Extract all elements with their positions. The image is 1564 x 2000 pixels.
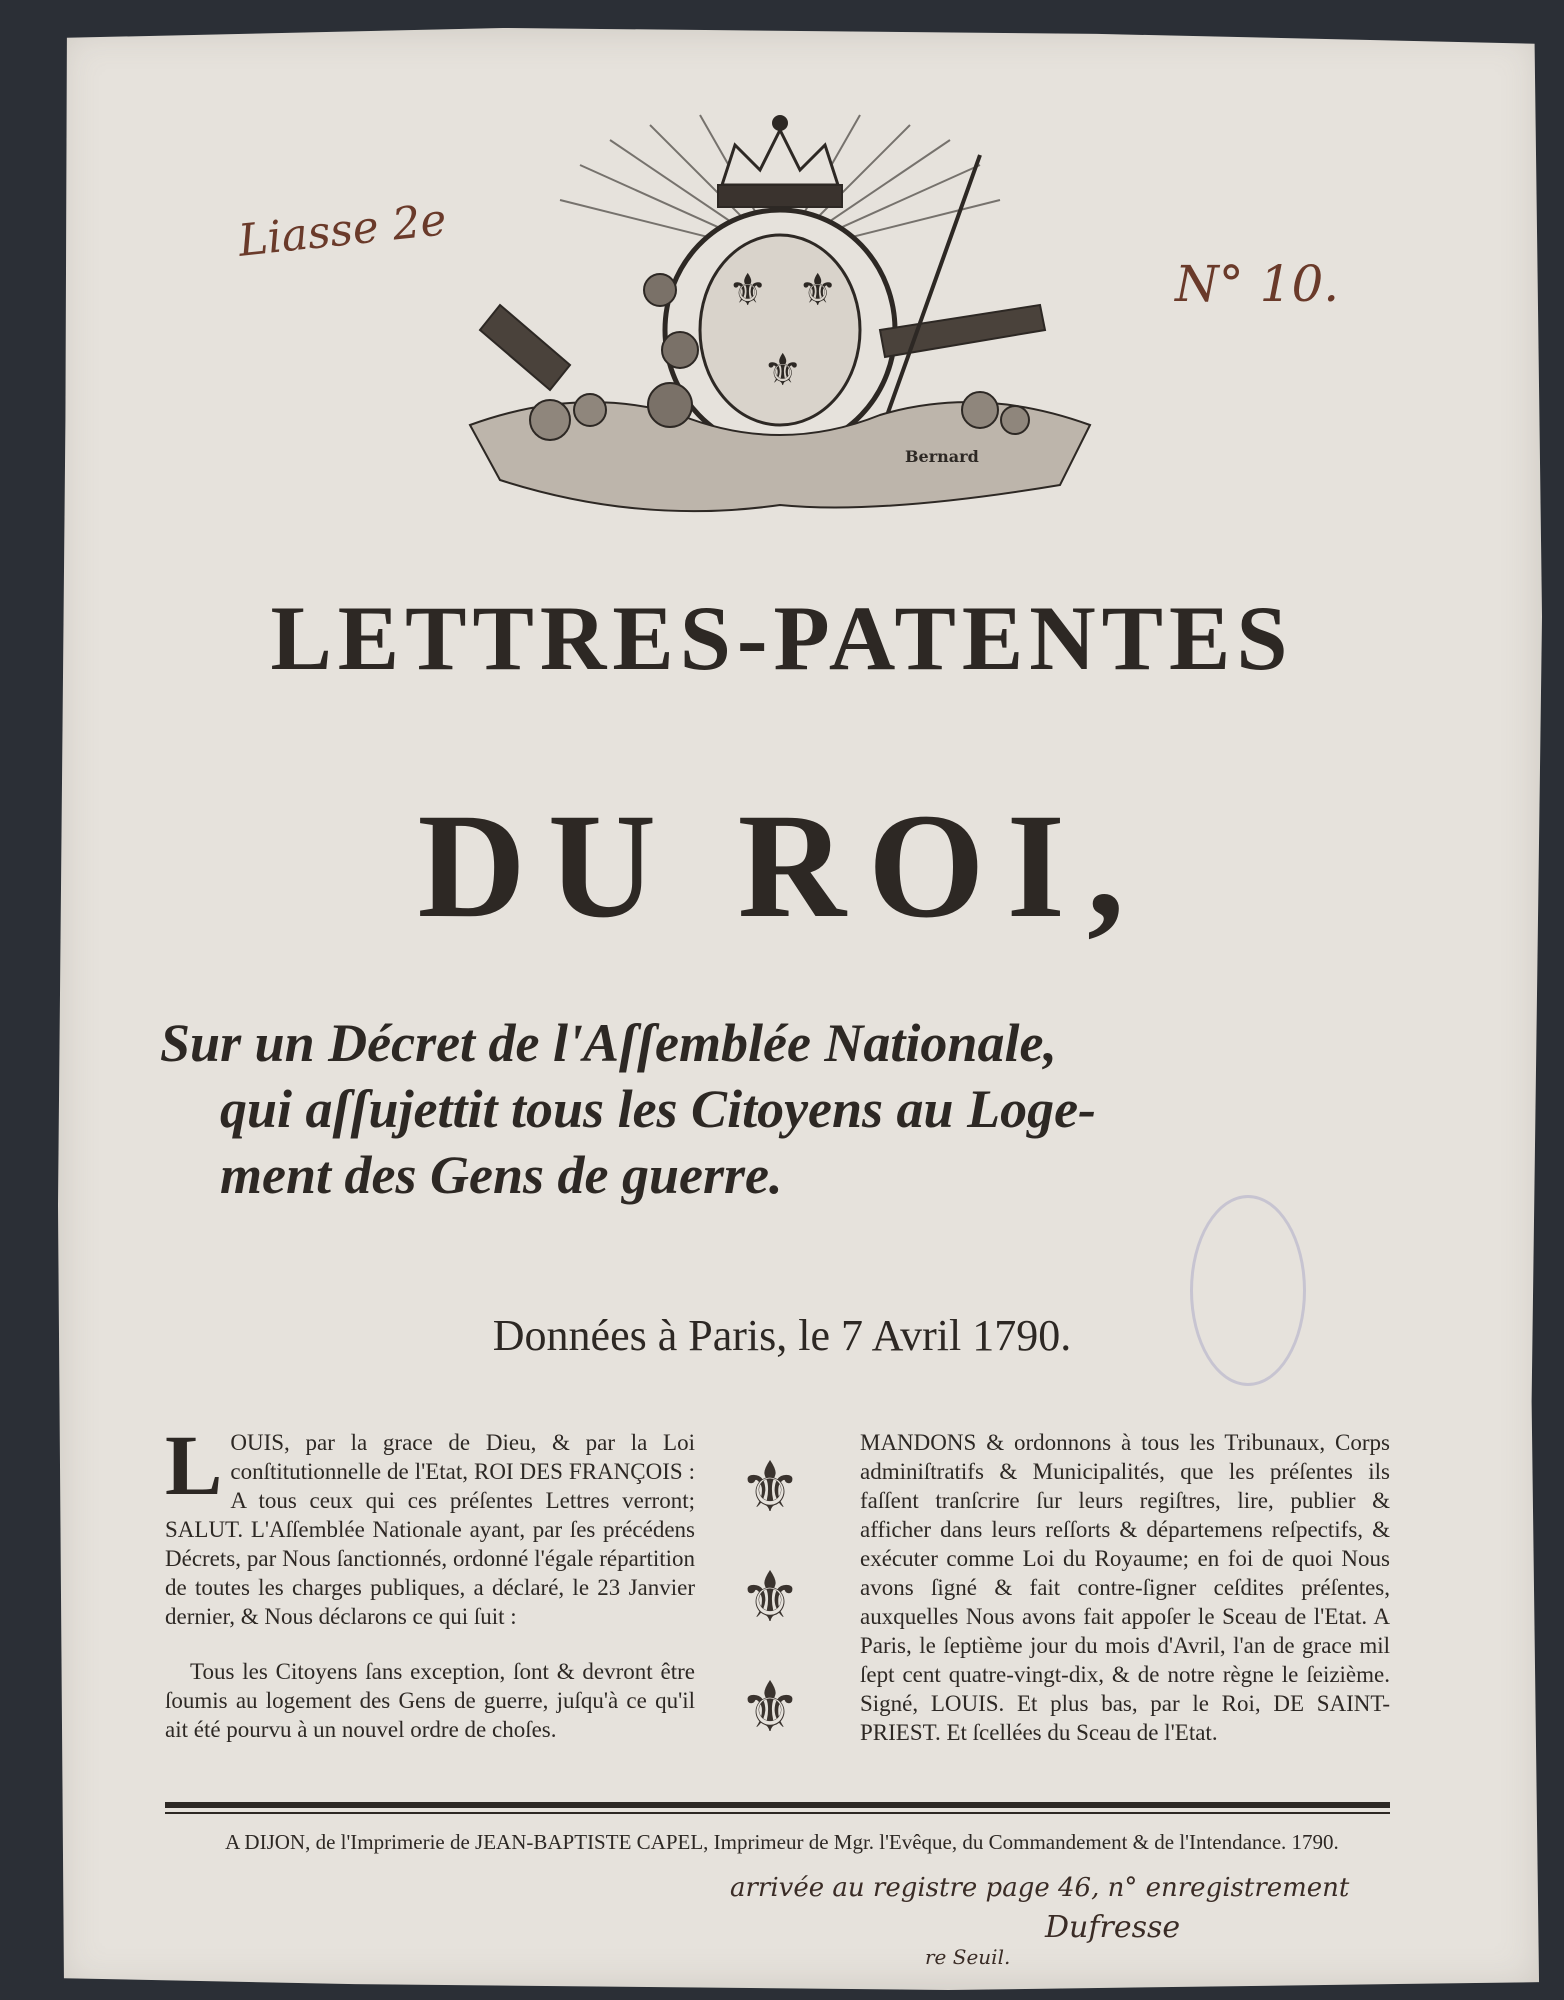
printer-imprint: A DIJON, de l'Imprimerie de JEAN-BAPTISTE CAPEL, Imprimeur de Mgr. l'Evêque, du Commandement & de l'Intendance. 1790. xyxy=(225,1830,1339,1854)
handwritten-liasse: Liasse 2e xyxy=(235,194,449,267)
body-left-paragraph-2: Tous les Citoyens ſans exception, ſont & devront être ſoumis au logement des Gens de guerre, juſqu'à ce qu'il ait été pourvu à un nouvel ordre de choſes. xyxy=(165,1659,695,1742)
svg-text:⚜: ⚜ xyxy=(728,265,768,316)
svg-text:⚜: ⚜ xyxy=(798,265,838,316)
fleur-de-lis-icon: ⚜ xyxy=(738,1446,802,1528)
title-du-roi: DU ROI, xyxy=(417,783,1147,949)
body-left-column xyxy=(165,1417,695,1744)
drop-cap: L xyxy=(165,1417,223,1513)
engraver-signature: Bernard xyxy=(905,447,979,466)
fleur-de-lis-icon: ⚜ xyxy=(738,1666,802,1748)
ornament-column xyxy=(730,1432,810,1762)
handwritten-signature: Dufresse xyxy=(1045,1910,1181,1945)
svg-text:⚜: ⚜ xyxy=(763,345,803,396)
subtitle-line-2: qui aſſujettit tous les Citoyens au Loge- xyxy=(220,1079,1097,1139)
body-right-paragraph-1: MANDONS & ordonnons à tous les Tribunaux, Corps adminiſtratifs & Municipalités, que les préſentes ils faſſent tranſcrire ſur leurs regiſtres, lire, publier & afficher dans leurs reſſorts & départemens reſpectifs, & exécuter comme Loi du Royaume; en foi de quoi Nous avons ſigné & fait contre-ſigner ceſdites préſentes, auxquelles Nous avons fait appoſer le Sceau de l'Etat. A Paris, le ſeptième jour du mois d'Avril, l'an de grace mil ſept cent quatre-vingt-dix, & de notre règne le ſeizième. Signé, LOUIS. Et plus bas, par le Roi, DE SAINT-PRIEST. Et ſcellées du Sceau de l'Etat. xyxy=(860,1430,1390,1745)
subtitle xyxy=(160,1010,1400,1208)
subtitle-line-3: ment des Gens de guerre. xyxy=(220,1145,783,1205)
divider-thin xyxy=(165,1812,1390,1814)
divider-thick xyxy=(165,1802,1390,1808)
body-right-column xyxy=(860,1428,1390,1747)
library-stamp xyxy=(1190,1195,1306,1386)
handwritten-number: N° 10. xyxy=(1175,255,1340,313)
date-line: Données à Paris, le 7 Avril 1790. xyxy=(492,1311,1072,1360)
title-lettres-patentes: LETTRES-PATENTES xyxy=(270,587,1294,689)
royal-arms-engraving-icon xyxy=(460,105,1100,535)
fleur-de-lis-icon: ⚜ xyxy=(738,1556,802,1638)
body-left-paragraph-1: OUIS, par la grace de Dieu, & par la Loi conſtitutionnelle de l'Etat, ROI DES FRANÇOIS : A tous ceux qui ces préſentes Lettres verront; SALUT. L'Aſſemblée Nationale ayant, par ſes précédens Décrets, par Nous ſanctionnés, ordonné l'égale répartition de toutes les charges publiques, a déclaré, le 23 Janvier dernier, & Nous déclarons ce qui ſuit : xyxy=(165,1430,695,1629)
handwritten-registry-note: arrivée au registre page 46, n° enregistrement xyxy=(730,1873,1350,1903)
handwritten-note: re Seuil. xyxy=(925,1945,1011,1969)
subtitle-line-1: Sur un Décret de l'Aſſemblée Nationale, xyxy=(160,1013,1057,1073)
